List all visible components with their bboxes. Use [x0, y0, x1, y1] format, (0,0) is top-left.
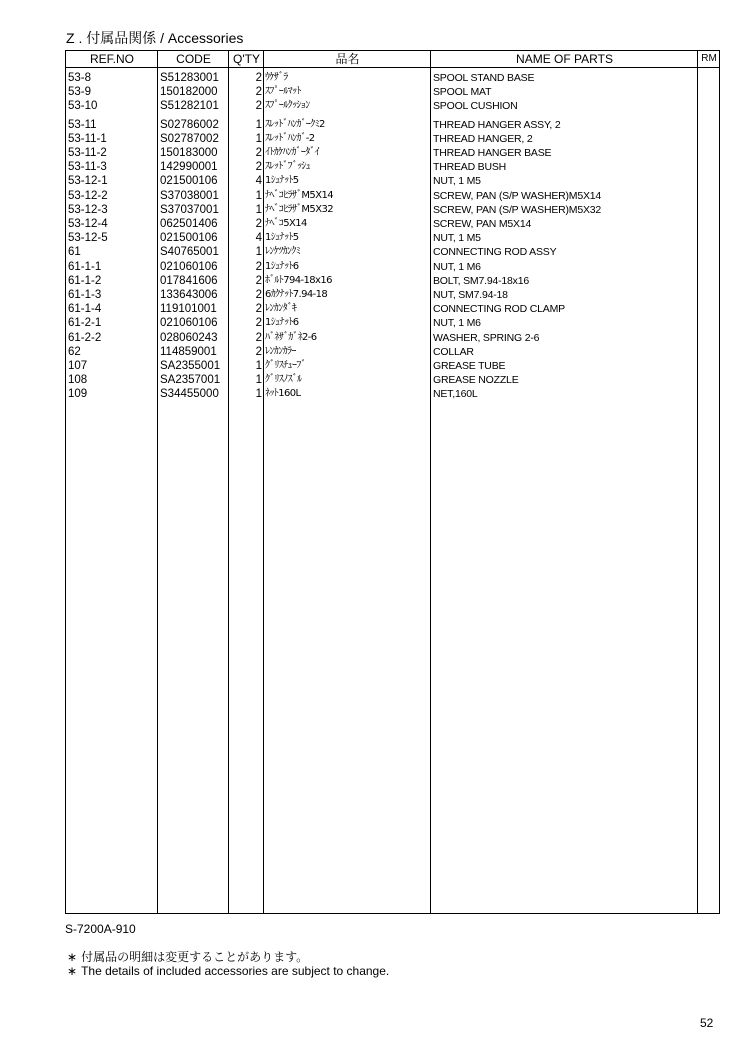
part-name-cell: NUT, 1 M6: [433, 260, 481, 273]
qty-cell: 2: [255, 218, 262, 230]
qty-cell: 2: [255, 274, 262, 287]
jp-name-cell: ｳｹｻﾞﾗ: [265, 72, 288, 83]
ref-no-cell: 62: [68, 345, 81, 358]
jp-name-cell: ﾚﾝｹﾂｶﾝｸﾐ: [265, 246, 301, 258]
note-text: 付属品の明細は変更することがあります。: [81, 950, 309, 964]
ref-no-cell: 53-11-1: [68, 132, 107, 145]
ref-no-cell: 61: [68, 246, 81, 259]
ref-no-cell: 53-9: [68, 86, 92, 99]
part-name-cell: NET,160L: [433, 388, 478, 401]
table-row: [66, 231, 719, 245]
ref-no-cell: 61-2-1: [68, 317, 102, 330]
ref-no-cell: 53-11-2: [68, 147, 107, 159]
table-row: [66, 387, 719, 401]
jp-name-cell: ﾅﾍﾞｺ5X14: [265, 218, 307, 229]
qty-cell: 2: [255, 331, 262, 344]
table-row: [66, 302, 719, 316]
qty-cell: 2: [255, 161, 262, 174]
table-row: [66, 118, 719, 132]
part-name-cell: GREASE TUBE: [433, 360, 506, 372]
jp-name-cell: 6ｶｸﾅｯﾄ7.94-18: [265, 289, 328, 300]
jp-name-cell: ﾈｯﾄ160L: [265, 388, 301, 400]
code-cell: 062501406: [160, 218, 218, 230]
part-name-cell: THREAD HANGER ASSY, 2: [433, 118, 561, 131]
table-row: [66, 217, 719, 231]
code-cell: S40765001: [160, 246, 219, 259]
header-name-of-parts: NAME OF PARTS: [516, 52, 613, 66]
ref-no-cell: 53-8: [68, 72, 92, 84]
code-cell: 021500106: [160, 175, 218, 188]
qty-cell: 1: [255, 360, 262, 372]
part-name-cell: NUT, SM7.94-18: [433, 289, 508, 301]
part-name-cell: GREASE NOZZLE: [433, 374, 519, 387]
ref-no-cell: 53-11-3: [68, 161, 107, 174]
note-english: [67, 964, 389, 978]
part-name-cell: SCREW, PAN (S/P WASHER)M5X14: [433, 189, 602, 202]
table-row: [66, 132, 719, 146]
ref-no-cell: 61-1-2: [68, 274, 102, 287]
header-code: CODE: [176, 52, 211, 66]
table-row: [66, 345, 719, 359]
code-cell: SA2357001: [160, 374, 221, 387]
table-row: [66, 274, 719, 288]
qty-cell: 2: [255, 86, 262, 99]
jp-name-cell: 1ｼｭﾅｯﾄ5: [265, 232, 299, 244]
jp-name-cell: ﾊﾞﾈｻﾞｶﾞﾈ2-6: [265, 331, 317, 343]
code-cell: S02787002: [160, 132, 219, 145]
part-name-cell: NUT, 1 M5: [433, 232, 481, 245]
table-row: [66, 160, 719, 174]
part-name-cell: SPOOL CUSHION: [433, 100, 518, 113]
ref-no-cell: 53-12-2: [68, 189, 108, 202]
jp-name-cell: ｲﾄｶｹﾊﾝｶﾞｰﾀﾞｲ: [265, 147, 320, 158]
ref-no-cell: 53-12-4: [68, 218, 108, 230]
jp-name-cell: ｸﾞﾘｽﾁｭｰﾌﾞ: [265, 360, 306, 371]
ref-no-cell: 61-1-3: [68, 289, 102, 301]
table-row: [66, 359, 719, 373]
qty-cell: 1: [255, 246, 262, 259]
qty-cell: 2: [255, 100, 262, 113]
table-header: [66, 51, 719, 68]
code-cell: S02786002: [160, 118, 219, 131]
table-row: [66, 99, 719, 113]
qty-cell: 2: [255, 303, 262, 316]
qty-cell: 4: [255, 175, 262, 188]
part-name-cell: NUT, 1 M6: [433, 317, 481, 330]
qty-cell: 1: [255, 203, 262, 216]
part-name-cell: THREAD HANGER, 2: [433, 132, 533, 145]
part-name-cell: COLLAR: [433, 345, 474, 358]
part-name-cell: THREAD HANGER BASE: [433, 147, 552, 159]
qty-cell: 1: [255, 118, 262, 131]
code-cell: 021060106: [160, 260, 218, 273]
ref-no-cell: 53-11: [68, 118, 97, 131]
qty-cell: 2: [255, 147, 262, 159]
table-row: [66, 373, 719, 387]
ref-no-cell: 61-1-4: [68, 303, 102, 316]
part-name-cell: SPOOL STAND BASE: [433, 72, 535, 84]
jp-name-cell: ｽﾚｯﾄﾞﾊﾝｶﾞｰｸﾐ2: [265, 118, 325, 130]
table-row: [66, 174, 719, 188]
code-cell: S34455000: [160, 388, 219, 401]
table-row: [66, 189, 719, 203]
jp-name-cell: ｸﾞﾘｽﾉｽﾞﾙ: [265, 374, 302, 386]
jp-name-cell: 1ｼｭﾅｯﾄ6: [265, 260, 299, 272]
page-title: Z . 付属品関係 / Accessories: [66, 30, 244, 46]
ref-no-cell: 53-12-3: [68, 203, 108, 216]
qty-cell: 1: [255, 374, 262, 387]
jp-name-cell: ﾎﾞﾙﾄ794-18x16: [265, 274, 332, 286]
header-ref-no: REF.NO: [89, 52, 134, 66]
qty-cell: 4: [255, 232, 262, 245]
note-japanese: [67, 948, 308, 965]
jp-name-cell: 1ｼｭﾅｯﾄ5: [265, 175, 299, 187]
code-cell: 021060106: [160, 317, 218, 330]
jp-name-cell: ﾅﾍﾞｺﾋﾗｻﾞM5X32: [265, 203, 333, 215]
part-name-cell: CONNECTING ROD ASSY: [433, 246, 557, 259]
jp-name-cell: ﾚﾝｶﾝｶﾗｰ: [265, 345, 296, 357]
jp-name-cell: ｽﾚｯﾄﾞﾌﾞｯｼｭ: [265, 161, 311, 173]
part-name-cell: SCREW, PAN M5X14: [433, 218, 532, 230]
part-name-cell: SCREW, PAN (S/P WASHER)M5X32: [433, 203, 602, 216]
header-rm: RM: [701, 53, 717, 64]
table-row: [66, 146, 719, 160]
ref-no-cell: 53-12-1: [68, 175, 108, 188]
qty-cell: 2: [255, 260, 262, 273]
part-name-cell: BOLT, SM7.94-18x16: [433, 274, 530, 287]
code-cell: 150182000: [160, 86, 218, 99]
code-cell: S37037001: [160, 203, 219, 216]
document-number: S-7200A-910: [65, 922, 136, 936]
code-cell: 017841606: [160, 274, 218, 287]
jp-name-cell: ｽﾚｯﾄﾞﾊﾝｶﾞ-2: [265, 132, 315, 144]
jp-name-cell: ｽﾌﾟｰﾙﾏｯﾄ: [265, 86, 301, 98]
table-row: [66, 85, 719, 99]
code-cell: 119101001: [160, 303, 217, 316]
jp-name-cell: 1ｼｭﾅｯﾄ6: [265, 317, 299, 329]
code-cell: 021500106: [160, 232, 218, 245]
code-cell: S37038001: [160, 189, 219, 202]
header-jp-name: 品名: [335, 52, 360, 66]
page-number: 52: [700, 1016, 714, 1030]
header-qty: Q'TY: [233, 52, 260, 66]
ref-no-cell: 61-1-1: [68, 260, 102, 273]
note-mark: ∗: [67, 950, 78, 964]
code-cell: 028060243: [160, 331, 218, 344]
table-row: [66, 260, 719, 274]
ref-no-cell: 53-12-5: [68, 232, 108, 245]
qty-cell: 2: [255, 72, 262, 84]
qty-cell: 2: [255, 289, 262, 301]
code-cell: SA2355001: [160, 360, 221, 372]
code-cell: S51283001: [160, 72, 219, 84]
part-name-cell: WASHER, SPRING 2-6: [433, 331, 540, 344]
ref-no-cell: 61-2-2: [68, 331, 102, 344]
table-row: [66, 245, 719, 259]
table-row: [66, 316, 719, 330]
table-row: [66, 331, 719, 345]
table-row: [66, 203, 719, 217]
part-name-cell: NUT, 1 M5: [433, 175, 481, 188]
jp-name-cell: ﾚﾝｶﾝﾀﾞｷ: [265, 303, 297, 315]
qty-cell: 1: [255, 388, 262, 401]
note-mark: ∗: [67, 964, 78, 978]
table-row: [66, 288, 719, 302]
code-cell: S51282101: [160, 100, 219, 113]
parts-table: [65, 50, 720, 914]
table-row: [66, 71, 719, 85]
part-name-cell: SPOOL MAT: [433, 86, 492, 99]
qty-cell: 2: [255, 345, 262, 358]
code-cell: 150183000: [160, 147, 218, 159]
ref-no-cell: 108: [68, 374, 88, 387]
qty-cell: 1: [255, 132, 262, 145]
part-name-cell: CONNECTING ROD CLAMP: [433, 303, 565, 316]
qty-cell: 1: [255, 189, 262, 202]
code-cell: 114859001: [160, 345, 217, 358]
ref-no-cell: 109: [68, 388, 88, 401]
code-cell: 133643006: [160, 289, 218, 301]
ref-no-cell: 53-10: [68, 100, 98, 113]
note-text: The details of included accessories are subject to change.: [81, 964, 390, 978]
jp-name-cell: ｽﾌﾟｰﾙｸｯｼｮﾝ: [265, 100, 310, 112]
ref-no-cell: 107: [68, 360, 88, 372]
jp-name-cell: ﾅﾍﾞｺﾋﾗｻﾞM5X14: [265, 189, 333, 201]
qty-cell: 2: [255, 317, 262, 330]
part-name-cell: THREAD BUSH: [433, 161, 507, 174]
code-cell: 142990001: [160, 161, 218, 174]
